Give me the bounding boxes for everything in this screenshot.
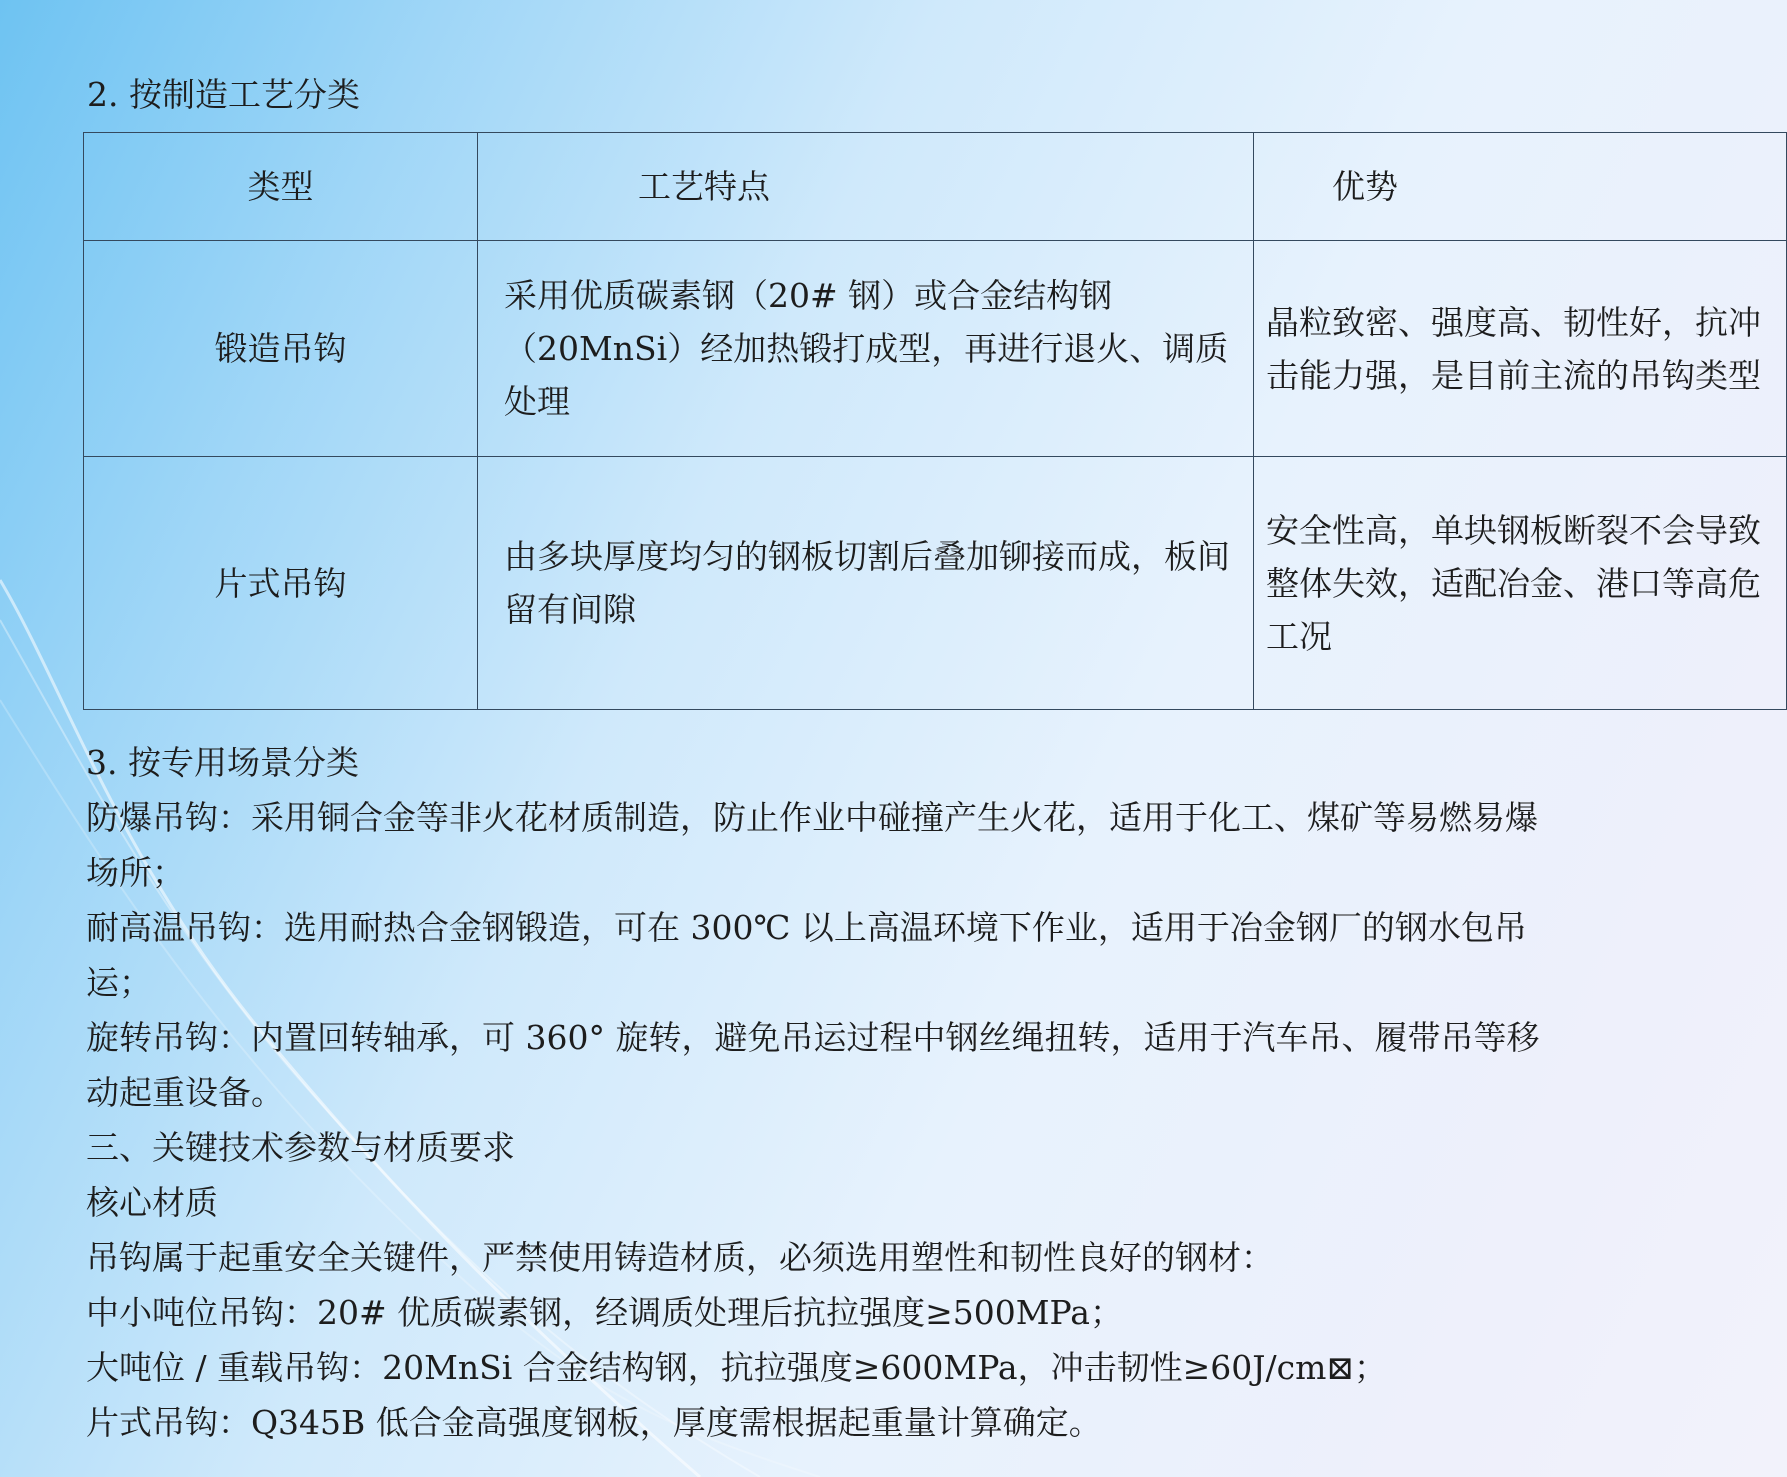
body-text [86,735,1566,1450]
cell-advantage: 安全性高，单块钢板断裂不会导致整体失效，适配冶金、港口等高危工况 [1254,457,1787,710]
header-type: 类型 [84,133,478,241]
list-item: 片式吊钩：Q345B 低合金高强度钢板，厚度需根据起重量计算确定。 [86,1403,1102,1442]
section-3-heading: 3. 按专用场景分类 [86,743,359,782]
cell-process: 由多块厚度均匀的钢板切割后叠加铆接而成，板间留有间隙 [478,457,1254,710]
cell-type: 片式吊钩 [84,457,478,710]
header-advantage: 优势 [1254,133,1787,241]
list-item: 防爆吊钩：采用铜合金等非火花材质制造，防止作业中碰撞产生火花，适用于化工、煤矿等易燃易爆场所； [86,798,1538,892]
cell-advantage: 晶粒致密、强度高、韧性好，抗冲击能力强，是目前主流的吊钩类型 [1254,241,1787,457]
header-process: 工艺特点 [478,133,1254,241]
manufacturing-process-table [83,132,1787,710]
part-3-heading: 三、关键技术参数与材质要求 [86,1128,515,1167]
list-item: 中小吨位吊钩：20# 优质碳素钢，经调质处理后抗拉强度≥500MPa； [86,1293,1123,1332]
list-item: 大吨位 / 重载吊钩：20MnSi 合金结构钢，抗拉强度≥600MPa，冲击韧性≥60J/cm⊠； [86,1348,1388,1387]
table-header-row [84,133,1787,241]
intro-paragraph: 吊钩属于起重安全关键件，严禁使用铸造材质，必须选用塑性和韧性良好的钢材： [86,1238,1274,1277]
cell-type: 锻造吊钩 [84,241,478,457]
subheading: 核心材质 [86,1183,218,1222]
table-row [84,241,1787,457]
section-2-heading: 2. 按制造工艺分类 [87,75,360,114]
list-item: 耐高温吊钩：选用耐热合金钢锻造，可在 300℃ 以上高温环境下作业，适用于冶金钢厂的钢水包吊运； [86,908,1527,1002]
table-row [84,457,1787,710]
cell-process: 采用优质碳素钢（20# 钢）或合金结构钢（20MnSi）经加热锻打成型，再进行退火、调质处理 [478,241,1254,457]
list-item: 旋转吊钩：内置回转轴承，可 360° 旋转，避免吊运过程中钢丝绳扭转，适用于汽车吊、履带吊等移动起重设备。 [86,1018,1540,1112]
